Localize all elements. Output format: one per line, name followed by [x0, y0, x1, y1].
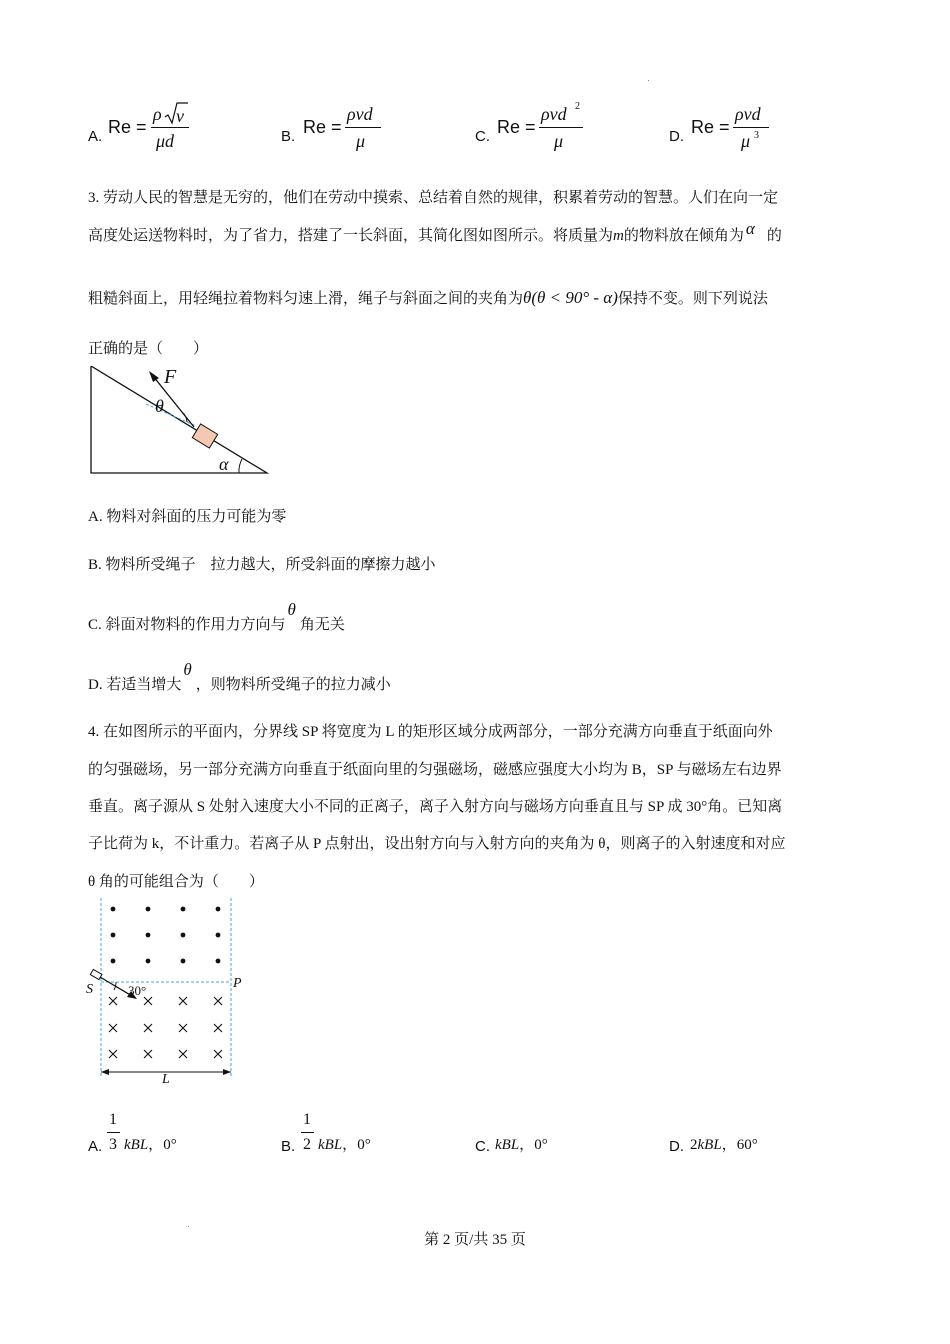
- q3-option-c-pre: C. 斜面对物料的作用力方向与: [88, 617, 286, 633]
- q2-option-c-num: ρvd: [541, 104, 567, 124]
- q4-option-a-frac-num: 1: [109, 1111, 117, 1128]
- q3-text-line-2: [88, 219, 782, 245]
- q2-options-row: [0, 100, 950, 160]
- q3-text-line-1: 3. 劳动人民的智慧是无穷的，他们在劳动中摸索、总结着自然的规律，积累着劳动的智慧。人们在向一定: [88, 190, 779, 206]
- q2-option-b-den: μ: [356, 131, 366, 151]
- q4-text-line-4: 子比荷为 k，不计重力。若离子从 P 点射出，设出射方向与入射方向的夹角为 θ，则离子的入射速度和对应: [88, 836, 786, 852]
- q4-option-b-fraction-bar: [301, 1132, 314, 1133]
- q3-text-line-3-post: 保持不变。则下列说法: [617, 291, 768, 307]
- q4-option-a-frac-den: 3: [109, 1136, 117, 1153]
- q3-mass-symbol: m: [613, 228, 624, 244]
- q3-alpha-label: α: [219, 454, 229, 474]
- q2-option-a-den: μd: [156, 131, 175, 151]
- q3-option-d[interactable]: [88, 660, 391, 694]
- q3-option-d-theta: θ: [183, 660, 192, 679]
- q3-text-line-4: 正确的是（ ）: [88, 341, 209, 357]
- block-icon: [192, 424, 217, 448]
- q3-option-b[interactable]: B. 物料所受绳子 拉力越大，所受斜面的摩擦力越小: [88, 557, 436, 573]
- q4-option-d-label: D.: [669, 1138, 684, 1155]
- q3-option-c-theta: θ: [287, 600, 296, 619]
- q2-option-a-num-rho: ρ: [153, 104, 162, 124]
- dimension-left-arrowhead-icon: [101, 1069, 109, 1075]
- q2-option-a-num-v: v: [176, 106, 184, 126]
- q3-text-line-2-pre: 高度处运送物料时，为了省力，搭建了一长斜面，其简化图如图所示。将质量为: [88, 228, 614, 244]
- q3-text-line-3-pre: 粗糙斜面上，用轻绳拉着物料匀速上滑，绳子与斜面之间的夹角为: [88, 291, 524, 307]
- q3-incline-figure: [86, 366, 276, 478]
- q2-option-d-fraction-bar: [733, 127, 769, 128]
- q2-option-c-lhs: Re =: [497, 117, 536, 137]
- q3-alpha-symbol: α: [745, 219, 755, 238]
- q2-option-c-num-exp: 2: [575, 101, 580, 112]
- q4-p-label: P: [233, 976, 242, 991]
- q4-option-a-label: A.: [88, 1138, 103, 1155]
- q4-text-line-1: 4. 在如图所示的平面内，分界线 SP 将宽度为 L 的矩形区域分成两部分，一部分充满方向垂直于纸面向外: [88, 724, 773, 740]
- q2-option-d-lhs: Re =: [691, 117, 730, 137]
- q3-text-line-3: [88, 287, 768, 308]
- q4-option-b-frac-num: 1: [303, 1111, 311, 1128]
- q2-option-d-num: ρvd: [735, 104, 761, 124]
- scan-speck: [648, 80, 649, 81]
- q4-option-a-value: kBL，0°: [124, 1137, 177, 1153]
- q4-magnetic-field-figure: [84, 896, 254, 1092]
- incline-triangle: [91, 366, 267, 473]
- q4-option-a-fraction-bar: [107, 1132, 120, 1133]
- q4-s-label: S: [86, 982, 93, 997]
- alpha-arc: [239, 459, 242, 473]
- q3-text-line-2-end: 的: [766, 228, 782, 244]
- q3-option-d-post: ，则物料所受绳子的拉力减小: [195, 677, 391, 693]
- q2-option-d-label: D.: [669, 128, 684, 145]
- q2-option-a-label: A.: [88, 128, 103, 145]
- ion-source-icon: [90, 969, 102, 979]
- q2-option-a-fraction-bar: [151, 127, 189, 128]
- q4-angle-label: 30°: [128, 983, 147, 998]
- scan-speck: [188, 1226, 189, 1227]
- q3-force-label: F: [164, 366, 177, 388]
- q2-option-b-num: ρvd: [347, 104, 373, 124]
- q2-option-a-lhs: Re =: [108, 117, 147, 137]
- q4-option-b-value: kBL，0°: [318, 1137, 371, 1153]
- field-out-dots: [111, 907, 221, 964]
- q3-text-line-2-post: 的物料放在倾角为: [623, 228, 744, 244]
- q2-option-d-den: μ: [741, 131, 751, 151]
- q2-option-b-label: B.: [281, 128, 296, 145]
- q4-option-c-value: kBL，0°: [495, 1137, 548, 1153]
- q2-option-c-fraction-bar: [539, 127, 583, 128]
- q4-option-d-value: 2kBL，60°: [690, 1137, 758, 1153]
- q3-option-c[interactable]: [88, 600, 345, 634]
- q2-option-c-den: μ: [554, 131, 564, 151]
- q2-option-c-label: C.: [475, 128, 490, 145]
- dimension-right-arrowhead-icon: [223, 1069, 231, 1075]
- page-footer: 第 2 页/共 35 页: [424, 1232, 526, 1248]
- q3-option-d-pre: D. 若适当增大: [88, 677, 182, 693]
- q2-option-b-fraction-bar: [345, 127, 381, 128]
- field-in-crosses: [109, 997, 222, 1058]
- q2-option-d-den-exp: 3: [754, 130, 759, 141]
- force-arrowhead-icon: [149, 371, 159, 382]
- q2-option-b-lhs: Re =: [303, 117, 342, 137]
- q4-option-b-label: B.: [281, 1138, 296, 1155]
- q4-text-line-3: 垂直。离子源从 S 处射入速度大小不同的正离子，离子入射方向与磁场方向垂直且与 SP 成 30°角。已知离: [88, 799, 783, 815]
- q3-option-a[interactable]: A. 物料对斜面的压力可能为零: [88, 509, 287, 525]
- q4-width-label: L: [162, 1072, 170, 1087]
- incline-dashed-guide: [146, 404, 196, 426]
- q4-option-b-frac-den: 2: [303, 1136, 311, 1153]
- q4-text-line-5: θ 角的可能组合为（ ）: [88, 874, 264, 890]
- q3-theta-label: θ: [155, 396, 164, 416]
- q4-option-c-label: C.: [475, 1138, 490, 1155]
- q3-theta-condition: θ(θ < 90° - α): [523, 288, 618, 307]
- q3-option-c-post: 角无关: [299, 617, 345, 633]
- q4-text-line-2: 的匀强磁场，另一部分充满方向垂直于纸面向里的匀强磁场，磁感应强度大小均为 B，SP 与磁场左右边界: [88, 762, 782, 778]
